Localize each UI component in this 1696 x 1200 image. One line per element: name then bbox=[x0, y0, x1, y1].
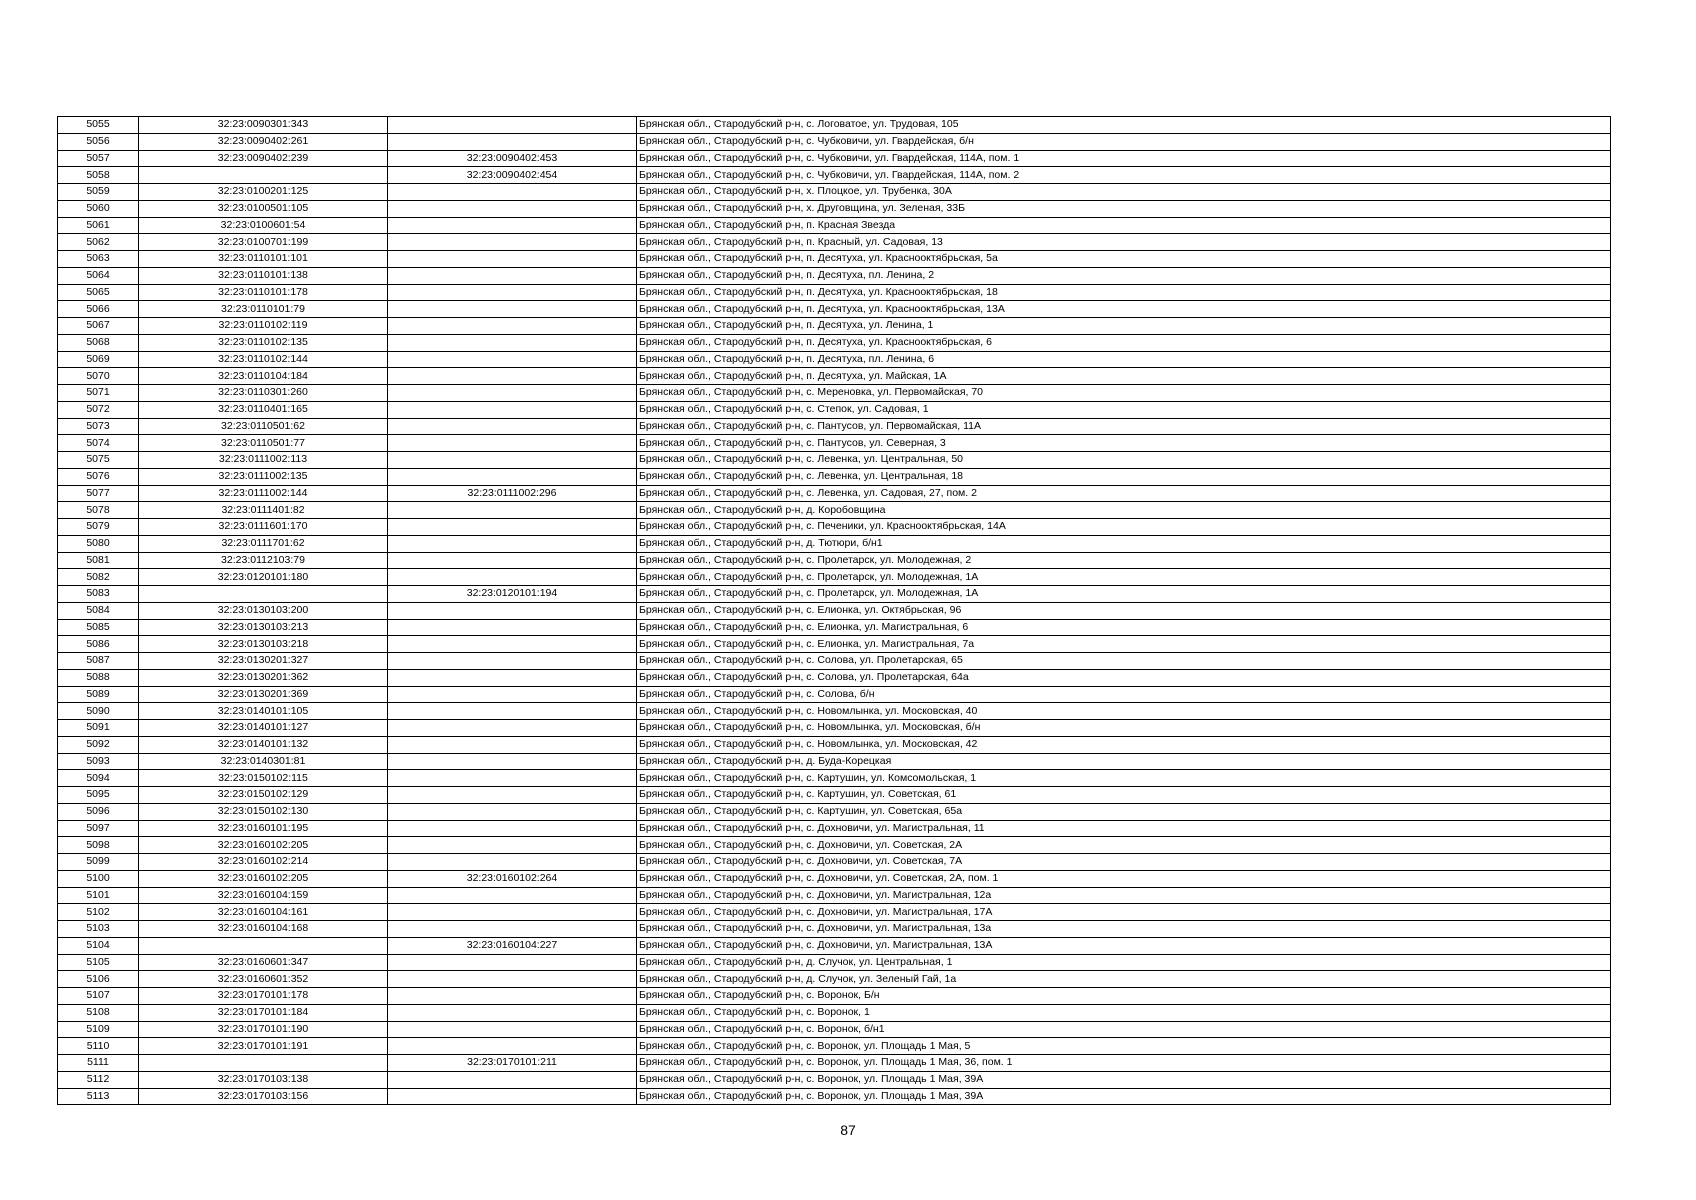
sub-cadastral-number-cell bbox=[388, 368, 637, 385]
table-row bbox=[58, 837, 1611, 854]
table-row bbox=[58, 669, 1611, 686]
table-row bbox=[58, 653, 1611, 670]
table-row bbox=[58, 736, 1611, 753]
row-number-cell: 5111 bbox=[58, 1055, 139, 1072]
address-cell: Брянская обл., Стародубский р-н, с. Воронок, ул. Площадь 1 Мая, 39А bbox=[637, 1088, 1611, 1105]
sub-cadastral-number-cell bbox=[388, 1088, 637, 1105]
sub-cadastral-number-cell bbox=[388, 1021, 637, 1038]
cadastral-number-cell: 32:23:0150102:130 bbox=[139, 803, 388, 820]
row-number-cell: 5099 bbox=[58, 854, 139, 871]
table-row bbox=[58, 803, 1611, 820]
row-number-cell: 5106 bbox=[58, 971, 139, 988]
sub-cadastral-number-cell bbox=[388, 301, 637, 318]
table-row bbox=[58, 854, 1611, 871]
sub-cadastral-number-cell bbox=[388, 234, 637, 251]
cadastral-number-cell: 32:23:0110401:165 bbox=[139, 401, 388, 418]
table-row bbox=[58, 770, 1611, 787]
cadastral-number-cell: 32:23:0110101:178 bbox=[139, 284, 388, 301]
row-number-cell: 5060 bbox=[58, 200, 139, 217]
table-row bbox=[58, 485, 1611, 502]
cadastral-number-cell: 32:23:0110301:260 bbox=[139, 385, 388, 402]
address-cell: Брянская обл., Стародубский р-н, п. Десятуха, ул. Майская, 1А bbox=[637, 368, 1611, 385]
table-row bbox=[58, 870, 1611, 887]
sub-cadastral-number-cell bbox=[388, 921, 637, 938]
sub-cadastral-number-cell bbox=[388, 720, 637, 737]
property-registry-table bbox=[57, 116, 1611, 1105]
address-cell: Брянская обл., Стародубский р-н, с. Дохновичи, ул. Магистральная, 17А bbox=[637, 904, 1611, 921]
sub-cadastral-number-cell bbox=[388, 552, 637, 569]
table-row bbox=[58, 234, 1611, 251]
address-cell: Брянская обл., Стародубский р-н, с. Мереновка, ул. Первомайская, 70 bbox=[637, 385, 1611, 402]
row-number-cell: 5096 bbox=[58, 803, 139, 820]
table-row bbox=[58, 1038, 1611, 1055]
sub-cadastral-number-cell: 32:23:0090402:454 bbox=[388, 167, 637, 184]
table-row bbox=[58, 435, 1611, 452]
cadastral-number-cell: 32:23:0140101:127 bbox=[139, 720, 388, 737]
sub-cadastral-number-cell bbox=[388, 535, 637, 552]
cadastral-number-cell: 32:23:0170101:191 bbox=[139, 1038, 388, 1055]
table-row bbox=[58, 552, 1611, 569]
cadastral-number-cell bbox=[139, 586, 388, 603]
address-cell: Брянская обл., Стародубский р-н, с. Дохновичи, ул. Магистральная, 12а bbox=[637, 887, 1611, 904]
row-number-cell: 5109 bbox=[58, 1021, 139, 1038]
sub-cadastral-number-cell bbox=[388, 619, 637, 636]
address-cell: Брянская обл., Стародубский р-н, с. Левенка, ул. Садовая, 27, пом. 2 bbox=[637, 485, 1611, 502]
address-cell: Брянская обл., Стародубский р-н, с. Пролетарск, ул. Молодежная, 1А bbox=[637, 569, 1611, 586]
address-cell: Брянская обл., Стародубский р-н, с. Дохновичи, ул. Магистральная, 13А bbox=[637, 937, 1611, 954]
address-cell: Брянская обл., Стародубский р-н, с. Пантусов, ул. Северная, 3 bbox=[637, 435, 1611, 452]
sub-cadastral-number-cell bbox=[388, 736, 637, 753]
row-number-cell: 5100 bbox=[58, 870, 139, 887]
sub-cadastral-number-cell bbox=[388, 703, 637, 720]
table-row bbox=[58, 887, 1611, 904]
row-number-cell: 5067 bbox=[58, 318, 139, 335]
sub-cadastral-number-cell bbox=[388, 686, 637, 703]
address-cell: Брянская обл., Стародубский р-н, с. Новомлынка, ул. Московская, б/н bbox=[637, 720, 1611, 737]
table-row bbox=[58, 1088, 1611, 1105]
sub-cadastral-number-cell bbox=[388, 435, 637, 452]
table-row bbox=[58, 401, 1611, 418]
address-cell: Брянская обл., Стародубский р-н, с. Левенка, ул. Центральная, 18 bbox=[637, 468, 1611, 485]
row-number-cell: 5107 bbox=[58, 988, 139, 1005]
table-row bbox=[58, 937, 1611, 954]
row-number-cell: 5108 bbox=[58, 1004, 139, 1021]
address-cell: Брянская обл., Стародубский р-н, д. Буда-Корецкая bbox=[637, 753, 1611, 770]
table-row bbox=[58, 535, 1611, 552]
row-number-cell: 5058 bbox=[58, 167, 139, 184]
row-number-cell: 5101 bbox=[58, 887, 139, 904]
table-row bbox=[58, 602, 1611, 619]
cadastral-number-cell: 32:23:0110102:135 bbox=[139, 334, 388, 351]
address-cell: Брянская обл., Стародубский р-н, п. Красный, ул. Садовая, 13 bbox=[637, 234, 1611, 251]
cadastral-number-cell: 32:23:0140101:132 bbox=[139, 736, 388, 753]
sub-cadastral-number-cell bbox=[388, 334, 637, 351]
cadastral-number-cell: 32:23:0160104:168 bbox=[139, 921, 388, 938]
cadastral-number-cell: 32:23:0111401:82 bbox=[139, 502, 388, 519]
address-cell: Брянская обл., Стародубский р-н, д. Случок, ул. Центральная, 1 bbox=[637, 954, 1611, 971]
sub-cadastral-number-cell: 32:23:0111002:296 bbox=[388, 485, 637, 502]
sub-cadastral-number-cell bbox=[388, 753, 637, 770]
table-row bbox=[58, 988, 1611, 1005]
table-row bbox=[58, 318, 1611, 335]
row-number-cell: 5055 bbox=[58, 117, 139, 134]
address-cell: Брянская обл., Стародубский р-н, с. Дохновичи, ул. Магистральная, 13а bbox=[637, 921, 1611, 938]
sub-cadastral-number-cell bbox=[388, 1004, 637, 1021]
row-number-cell: 5079 bbox=[58, 519, 139, 536]
cadastral-number-cell: 32:23:0111002:113 bbox=[139, 452, 388, 469]
sub-cadastral-number-cell bbox=[388, 519, 637, 536]
sub-cadastral-number-cell bbox=[388, 468, 637, 485]
sub-cadastral-number-cell bbox=[388, 954, 637, 971]
cadastral-number-cell: 32:23:0110101:79 bbox=[139, 301, 388, 318]
table-row bbox=[58, 619, 1611, 636]
row-number-cell: 5087 bbox=[58, 653, 139, 670]
address-cell: Брянская обл., Стародубский р-н, с. Картушин, ул. Советская, 61 bbox=[637, 787, 1611, 804]
sub-cadastral-number-cell bbox=[388, 184, 637, 201]
address-cell: Брянская обл., Стародубский р-н, п. Десятуха, пл. Ленина, 6 bbox=[637, 351, 1611, 368]
cadastral-number-cell: 32:23:0111701:62 bbox=[139, 535, 388, 552]
cadastral-number-cell: 32:23:0160101:195 bbox=[139, 820, 388, 837]
cadastral-number-cell: 32:23:0110102:144 bbox=[139, 351, 388, 368]
address-cell: Брянская обл., Стародубский р-н, с. Солова, ул. Пролетарская, 64а bbox=[637, 669, 1611, 686]
cadastral-number-cell: 32:23:0130103:218 bbox=[139, 636, 388, 653]
row-number-cell: 5074 bbox=[58, 435, 139, 452]
sub-cadastral-number-cell bbox=[388, 267, 637, 284]
sub-cadastral-number-cell bbox=[388, 904, 637, 921]
cadastral-number-cell: 32:23:0150102:129 bbox=[139, 787, 388, 804]
table-row bbox=[58, 1021, 1611, 1038]
cadastral-number-cell: 32:23:0150102:115 bbox=[139, 770, 388, 787]
table-row bbox=[58, 753, 1611, 770]
row-number-cell: 5080 bbox=[58, 535, 139, 552]
table-row bbox=[58, 200, 1611, 217]
cadastral-number-cell: 32:23:0110101:101 bbox=[139, 251, 388, 268]
sub-cadastral-number-cell bbox=[388, 502, 637, 519]
address-cell: Брянская обл., Стародубский р-н, д. Случок, ул. Зеленый Гай, 1а bbox=[637, 971, 1611, 988]
cadastral-number-cell: 32:23:0100201:125 bbox=[139, 184, 388, 201]
address-cell: Брянская обл., Стародубский р-н, с. Воронок, ул. Площадь 1 Мая, 39А bbox=[637, 1071, 1611, 1088]
row-number-cell: 5104 bbox=[58, 937, 139, 954]
row-number-cell: 5065 bbox=[58, 284, 139, 301]
row-number-cell: 5102 bbox=[58, 904, 139, 921]
address-cell: Брянская обл., Стародубский р-н, с. Пантусов, ул. Первомайская, 11А bbox=[637, 418, 1611, 435]
sub-cadastral-number-cell: 32:23:0170101:211 bbox=[388, 1055, 637, 1072]
table-row bbox=[58, 468, 1611, 485]
cadastral-number-cell: 32:23:0100501:105 bbox=[139, 200, 388, 217]
row-number-cell: 5077 bbox=[58, 485, 139, 502]
sub-cadastral-number-cell bbox=[388, 452, 637, 469]
sub-cadastral-number-cell: 32:23:0120101:194 bbox=[388, 586, 637, 603]
row-number-cell: 5057 bbox=[58, 150, 139, 167]
sub-cadastral-number-cell bbox=[388, 385, 637, 402]
address-cell: Брянская обл., Стародубский р-н, с. Левенка, ул. Центральная, 50 bbox=[637, 452, 1611, 469]
row-number-cell: 5063 bbox=[58, 251, 139, 268]
cadastral-number-cell: 32:23:0120101:180 bbox=[139, 569, 388, 586]
row-number-cell: 5092 bbox=[58, 736, 139, 753]
address-cell: Брянская обл., Стародубский р-н, п. Десятуха, ул. Ленина, 1 bbox=[637, 318, 1611, 335]
sub-cadastral-number-cell bbox=[388, 569, 637, 586]
cadastral-number-cell: 32:23:0090402:261 bbox=[139, 133, 388, 150]
address-cell: Брянская обл., Стародубский р-н, х. Друговщина, ул. Зеленая, 33Б bbox=[637, 200, 1611, 217]
cadastral-number-cell: 32:23:0160102:205 bbox=[139, 837, 388, 854]
cadastral-number-cell: 32:23:0100701:199 bbox=[139, 234, 388, 251]
cadastral-number-cell: 32:23:0130201:369 bbox=[139, 686, 388, 703]
sub-cadastral-number-cell bbox=[388, 251, 637, 268]
row-number-cell: 5089 bbox=[58, 686, 139, 703]
cadastral-number-cell: 32:23:0111601:170 bbox=[139, 519, 388, 536]
sub-cadastral-number-cell bbox=[388, 988, 637, 1005]
cadastral-number-cell: 32:23:0090402:239 bbox=[139, 150, 388, 167]
address-cell: Брянская обл., Стародубский р-н, с. Дохновичи, ул. Советская, 7А bbox=[637, 854, 1611, 871]
table-row bbox=[58, 368, 1611, 385]
table-row bbox=[58, 1004, 1611, 1021]
address-cell: Брянская обл., Стародубский р-н, х. Плоцкое, ул. Трубенка, 30А bbox=[637, 184, 1611, 201]
address-cell: Брянская обл., Стародубский р-н, с. Степок, ул. Садовая, 1 bbox=[637, 401, 1611, 418]
table-row bbox=[58, 1071, 1611, 1088]
cadastral-number-cell: 32:23:0160601:347 bbox=[139, 954, 388, 971]
table-row bbox=[58, 133, 1611, 150]
address-cell: Брянская обл., Стародубский р-н, с. Воронок, б/н1 bbox=[637, 1021, 1611, 1038]
address-cell: Брянская обл., Стародубский р-н, п. Десятуха, пл. Ленина, 2 bbox=[637, 267, 1611, 284]
cadastral-number-cell bbox=[139, 1055, 388, 1072]
address-cell: Брянская обл., Стародубский р-н, с. Воронок, 1 bbox=[637, 1004, 1611, 1021]
row-number-cell: 5075 bbox=[58, 452, 139, 469]
table-row bbox=[58, 217, 1611, 234]
address-cell: Брянская обл., Стародубский р-н, п. Десятуха, ул. Краснооктябрьская, 5а bbox=[637, 251, 1611, 268]
sub-cadastral-number-cell bbox=[388, 669, 637, 686]
table-row bbox=[58, 519, 1611, 536]
cadastral-number-cell: 32:23:0110501:62 bbox=[139, 418, 388, 435]
address-cell: Брянская обл., Стародубский р-н, с. Воронок, ул. Площадь 1 Мая, 5 bbox=[637, 1038, 1611, 1055]
row-number-cell: 5103 bbox=[58, 921, 139, 938]
row-number-cell: 5071 bbox=[58, 385, 139, 402]
sub-cadastral-number-cell bbox=[388, 787, 637, 804]
cadastral-number-cell: 32:23:0170101:184 bbox=[139, 1004, 388, 1021]
table-row bbox=[58, 150, 1611, 167]
address-cell: Брянская обл., Стародубский р-н, д. Тютюри, б/н1 bbox=[637, 535, 1611, 552]
row-number-cell: 5094 bbox=[58, 770, 139, 787]
address-cell: Брянская обл., Стародубский р-н, с. Дохновичи, ул. Советская, 2А bbox=[637, 837, 1611, 854]
sub-cadastral-number-cell bbox=[388, 217, 637, 234]
table-row bbox=[58, 251, 1611, 268]
cadastral-number-cell: 32:23:0100601:54 bbox=[139, 217, 388, 234]
table-row bbox=[58, 586, 1611, 603]
table-row bbox=[58, 787, 1611, 804]
sub-cadastral-number-cell bbox=[388, 887, 637, 904]
address-cell: Брянская обл., Стародубский р-н, с. Новомлынка, ул. Московская, 40 bbox=[637, 703, 1611, 720]
sub-cadastral-number-cell bbox=[388, 636, 637, 653]
table-row bbox=[58, 1055, 1611, 1072]
table-row bbox=[58, 385, 1611, 402]
address-cell: Брянская обл., Стародубский р-н, с. Воронок, ул. Площадь 1 Мая, 36, пом. 1 bbox=[637, 1055, 1611, 1072]
sub-cadastral-number-cell bbox=[388, 401, 637, 418]
address-cell: Брянская обл., Стародубский р-н, с. Дохновичи, ул. Советская, 2А, пом. 1 bbox=[637, 870, 1611, 887]
cadastral-number-cell bbox=[139, 167, 388, 184]
table-row bbox=[58, 703, 1611, 720]
cadastral-number-cell: 32:23:0111002:144 bbox=[139, 485, 388, 502]
cadastral-number-cell: 32:23:0160104:161 bbox=[139, 904, 388, 921]
address-cell: Брянская обл., Стародубский р-н, с. Чубковичи, ул. Гвардейская, 114А, пом. 2 bbox=[637, 167, 1611, 184]
table-row bbox=[58, 502, 1611, 519]
table-row bbox=[58, 452, 1611, 469]
sub-cadastral-number-cell bbox=[388, 820, 637, 837]
row-number-cell: 5076 bbox=[58, 468, 139, 485]
row-number-cell: 5083 bbox=[58, 586, 139, 603]
sub-cadastral-number-cell bbox=[388, 653, 637, 670]
row-number-cell: 5097 bbox=[58, 820, 139, 837]
cadastral-number-cell: 32:23:0130103:213 bbox=[139, 619, 388, 636]
cadastral-number-cell: 32:23:0090301:343 bbox=[139, 117, 388, 134]
row-number-cell: 5112 bbox=[58, 1071, 139, 1088]
cadastral-number-cell: 32:23:0111002:135 bbox=[139, 468, 388, 485]
sub-cadastral-number-cell bbox=[388, 1071, 637, 1088]
cadastral-number-cell: 32:23:0110501:77 bbox=[139, 435, 388, 452]
cadastral-number-cell bbox=[139, 937, 388, 954]
table-row bbox=[58, 904, 1611, 921]
sub-cadastral-number-cell bbox=[388, 133, 637, 150]
row-number-cell: 5098 bbox=[58, 837, 139, 854]
table-row bbox=[58, 418, 1611, 435]
table-row bbox=[58, 921, 1611, 938]
table-row bbox=[58, 117, 1611, 134]
cadastral-number-cell: 32:23:0112103:79 bbox=[139, 552, 388, 569]
address-cell: Брянская обл., Стародубский р-н, с. Картушин, ул. Советская, 65а bbox=[637, 803, 1611, 820]
table-row bbox=[58, 301, 1611, 318]
sub-cadastral-number-cell bbox=[388, 200, 637, 217]
cadastral-number-cell: 32:23:0170103:138 bbox=[139, 1071, 388, 1088]
address-cell: Брянская обл., Стародубский р-н, с. Логоватое, ул. Трудовая, 105 bbox=[637, 117, 1611, 134]
cadastral-number-cell: 32:23:0170101:178 bbox=[139, 988, 388, 1005]
address-cell: Брянская обл., Стародубский р-н, с. Пролетарск, ул. Молодежная, 2 bbox=[637, 552, 1611, 569]
address-cell: Брянская обл., Стародубский р-н, с. Воронок, Б/н bbox=[637, 988, 1611, 1005]
sub-cadastral-number-cell: 32:23:0160104:227 bbox=[388, 937, 637, 954]
cadastral-number-cell: 32:23:0130201:362 bbox=[139, 669, 388, 686]
row-number-cell: 5085 bbox=[58, 619, 139, 636]
row-number-cell: 5086 bbox=[58, 636, 139, 653]
address-cell: Брянская обл., Стародубский р-н, с. Печеники, ул. Краснооктябрьская, 14А bbox=[637, 519, 1611, 536]
table-row bbox=[58, 954, 1611, 971]
page-number: 87 bbox=[840, 1122, 856, 1138]
address-cell: Брянская обл., Стародубский р-н, с. Солова, ул. Пролетарская, 65 bbox=[637, 653, 1611, 670]
row-number-cell: 5073 bbox=[58, 418, 139, 435]
row-number-cell: 5064 bbox=[58, 267, 139, 284]
table-row bbox=[58, 820, 1611, 837]
cadastral-number-cell: 32:23:0130201:327 bbox=[139, 653, 388, 670]
address-cell: Брянская обл., Стародубский р-н, с. Солова, б/н bbox=[637, 686, 1611, 703]
address-cell: Брянская обл., Стародубский р-н, с. Новомлынка, ул. Московская, 42 bbox=[637, 736, 1611, 753]
row-number-cell: 5110 bbox=[58, 1038, 139, 1055]
sub-cadastral-number-cell bbox=[388, 602, 637, 619]
sub-cadastral-number-cell bbox=[388, 770, 637, 787]
table-row bbox=[58, 971, 1611, 988]
table-row bbox=[58, 569, 1611, 586]
row-number-cell: 5095 bbox=[58, 787, 139, 804]
address-cell: Брянская обл., Стародубский р-н, с. Дохновичи, ул. Магистральная, 11 bbox=[637, 820, 1611, 837]
row-number-cell: 5072 bbox=[58, 401, 139, 418]
address-cell: Брянская обл., Стародубский р-н, п. Десятуха, ул. Краснооктябрьская, 18 bbox=[637, 284, 1611, 301]
sub-cadastral-number-cell bbox=[388, 318, 637, 335]
table-row bbox=[58, 351, 1611, 368]
row-number-cell: 5091 bbox=[58, 720, 139, 737]
row-number-cell: 5078 bbox=[58, 502, 139, 519]
table-row bbox=[58, 267, 1611, 284]
row-number-cell: 5061 bbox=[58, 217, 139, 234]
row-number-cell: 5088 bbox=[58, 669, 139, 686]
address-cell: Брянская обл., Стародубский р-н, д. Коробовщина bbox=[637, 502, 1611, 519]
row-number-cell: 5066 bbox=[58, 301, 139, 318]
sub-cadastral-number-cell: 32:23:0090402:453 bbox=[388, 150, 637, 167]
cadastral-number-cell: 32:23:0130103:200 bbox=[139, 602, 388, 619]
sub-cadastral-number-cell bbox=[388, 117, 637, 134]
sub-cadastral-number-cell bbox=[388, 418, 637, 435]
cadastral-number-cell: 32:23:0160102:205 bbox=[139, 870, 388, 887]
address-cell: Брянская обл., Стародубский р-н, с. Елионка, ул. Октябрьская, 96 bbox=[637, 602, 1611, 619]
row-number-cell: 5068 bbox=[58, 334, 139, 351]
cadastral-number-cell: 32:23:0160601:352 bbox=[139, 971, 388, 988]
sub-cadastral-number-cell bbox=[388, 837, 637, 854]
sub-cadastral-number-cell bbox=[388, 351, 637, 368]
table-row bbox=[58, 334, 1611, 351]
address-cell: Брянская обл., Стародубский р-н, п. Десятуха, ул. Краснооктябрьская, 13А bbox=[637, 301, 1611, 318]
cadastral-number-cell: 32:23:0140301:81 bbox=[139, 753, 388, 770]
address-cell: Брянская обл., Стародубский р-н, с. Чубковичи, ул. Гвардейская, 114А, пом. 1 bbox=[637, 150, 1611, 167]
address-cell: Брянская обл., Стародубский р-н, с. Елионка, ул. Магистральная, 6 bbox=[637, 619, 1611, 636]
address-cell: Брянская обл., Стародубский р-н, с. Елионка, ул. Магистральная, 7а bbox=[637, 636, 1611, 653]
row-number-cell: 5070 bbox=[58, 368, 139, 385]
cadastral-number-cell: 32:23:0170103:156 bbox=[139, 1088, 388, 1105]
row-number-cell: 5105 bbox=[58, 954, 139, 971]
cadastral-number-cell: 32:23:0110104:184 bbox=[139, 368, 388, 385]
table-row bbox=[58, 184, 1611, 201]
sub-cadastral-number-cell bbox=[388, 971, 637, 988]
registry-table-body bbox=[58, 117, 1611, 1105]
sub-cadastral-number-cell bbox=[388, 803, 637, 820]
row-number-cell: 5059 bbox=[58, 184, 139, 201]
address-cell: Брянская обл., Стародубский р-н, с. Чубковичи, ул. Гвардейская, б/н bbox=[637, 133, 1611, 150]
sub-cadastral-number-cell: 32:23:0160102:264 bbox=[388, 870, 637, 887]
row-number-cell: 5084 bbox=[58, 602, 139, 619]
cadastral-number-cell: 32:23:0110101:138 bbox=[139, 267, 388, 284]
table-row bbox=[58, 720, 1611, 737]
table-row bbox=[58, 686, 1611, 703]
cadastral-number-cell: 32:23:0140101:105 bbox=[139, 703, 388, 720]
address-cell: Брянская обл., Стародубский р-н, с. Картушин, ул. Комсомольская, 1 bbox=[637, 770, 1611, 787]
address-cell: Брянская обл., Стародубский р-н, с. Пролетарск, ул. Молодежная, 1А bbox=[637, 586, 1611, 603]
row-number-cell: 5113 bbox=[58, 1088, 139, 1105]
row-number-cell: 5082 bbox=[58, 569, 139, 586]
cadastral-number-cell: 32:23:0160102:214 bbox=[139, 854, 388, 871]
sub-cadastral-number-cell bbox=[388, 854, 637, 871]
table-row bbox=[58, 284, 1611, 301]
table-row bbox=[58, 167, 1611, 184]
sub-cadastral-number-cell bbox=[388, 1038, 637, 1055]
row-number-cell: 5056 bbox=[58, 133, 139, 150]
sub-cadastral-number-cell bbox=[388, 284, 637, 301]
table-row bbox=[58, 636, 1611, 653]
cadastral-number-cell: 32:23:0160104:159 bbox=[139, 887, 388, 904]
address-cell: Брянская обл., Стародубский р-н, п. Красная Звезда bbox=[637, 217, 1611, 234]
cadastral-number-cell: 32:23:0170101:190 bbox=[139, 1021, 388, 1038]
cadastral-number-cell: 32:23:0110102:119 bbox=[139, 318, 388, 335]
row-number-cell: 5062 bbox=[58, 234, 139, 251]
row-number-cell: 5069 bbox=[58, 351, 139, 368]
row-number-cell: 5090 bbox=[58, 703, 139, 720]
row-number-cell: 5093 bbox=[58, 753, 139, 770]
row-number-cell: 5081 bbox=[58, 552, 139, 569]
address-cell: Брянская обл., Стародубский р-н, п. Десятуха, ул. Краснооктябрьская, 6 bbox=[637, 334, 1611, 351]
